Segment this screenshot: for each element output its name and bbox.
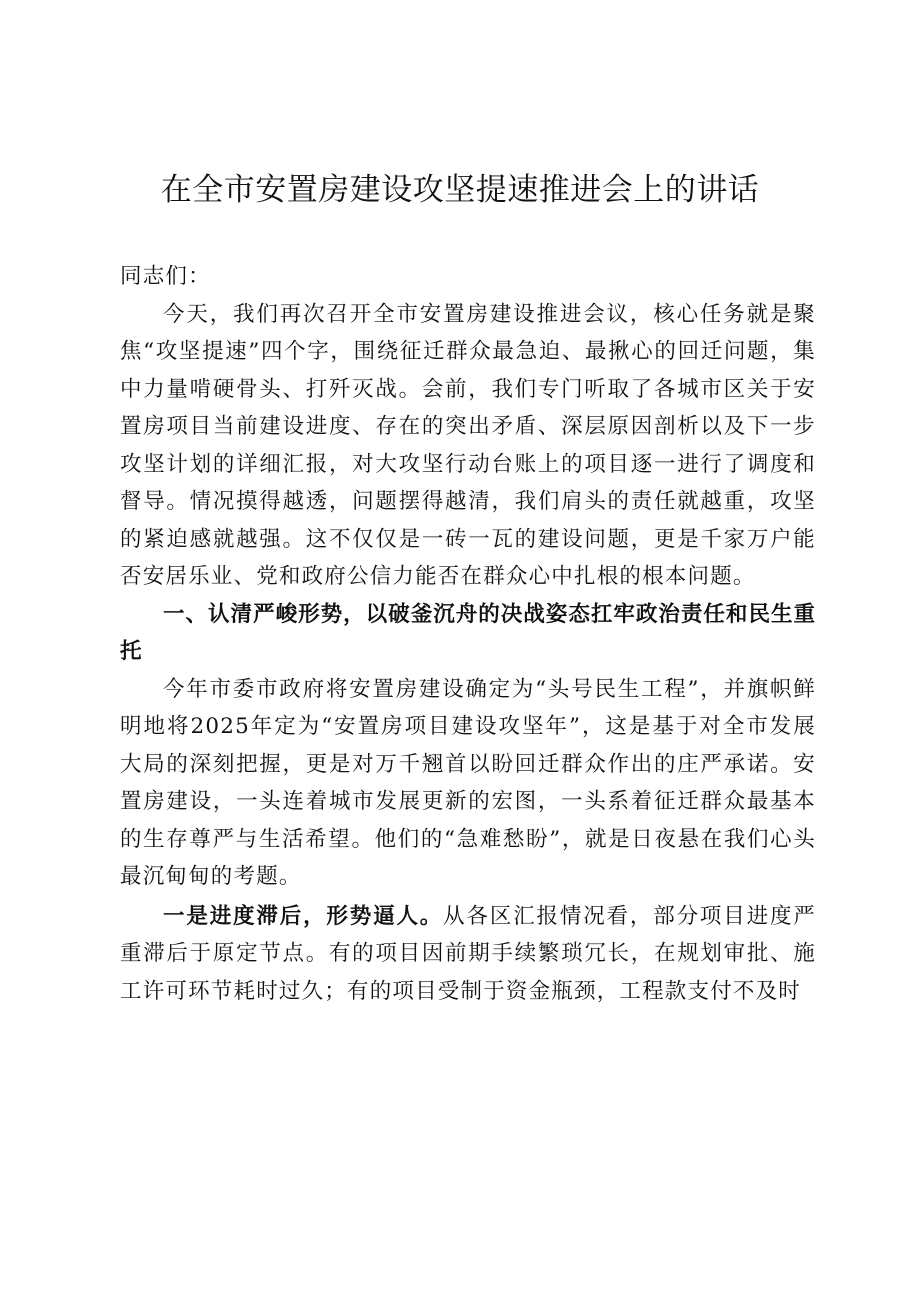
document-body <box>120 258 816 1010</box>
intro-paragraph: 今天，我们再次召开全市安置房建设推进会议，核心任务就是聚焦“攻坚提速”四个字，围绕征迁群众最急迫、最揪心的回迁问题，集中力量啃硬骨头、打歼灭战。会前，我们专门听取了各城市区关于安置房项目当前建设进度、存在的突出矛盾、深层原因剖析以及下一步攻坚计划的详细汇报，对大攻坚行动台账上的项目逐一进行了调度和督导。情况摸得越透，问题摆得越清，我们肩头的责任就越重，攻坚的紧迫感就越强。这不仅仅是一砖一瓦的建设问题，更是千家万户能否安居乐业、党和政府公信力能否在群众心中扎根的根本问题。 <box>120 301 816 589</box>
point1-text: 从各区汇报情况看，部分项目进度严重滞后于原定节点。有的项目因前期手续繁琐冗长，在规划审批、施工许可环节耗时过久；有的项目受制于资金瓶颈，工程款支付不及时 <box>120 903 817 1004</box>
point1-lead: 一是进度滞后，形势逼人。 <box>163 903 444 929</box>
document-title: 在全市安置房建设攻坚提速推进会上的讲话 <box>160 172 760 208</box>
section1-paragraph: 今年市委市政府将安置房建设确定为“头号民生工程”，并旗帜鲜明地将2025年定为“安置房项目建设攻坚年”，这是基于对全市发展大局的深刻把握，更是对万千翘首以盼回迁群众作出的庄严承诺。安置房建设，一头连着城市发展更新的宏图，一头系着征迁群众最基本的生存尊严与生活希望。他们的“急难愁盼”，就是日夜悬在我们心头最沉甸甸的考题。 <box>120 676 816 889</box>
salutation: 同志们： <box>120 264 211 289</box>
section-heading-1: 一、认清严峻形势，以破釜沉舟的决战姿态扛牢政治责任和民生重托 <box>120 601 816 664</box>
point1-paragraph <box>120 898 816 1011</box>
